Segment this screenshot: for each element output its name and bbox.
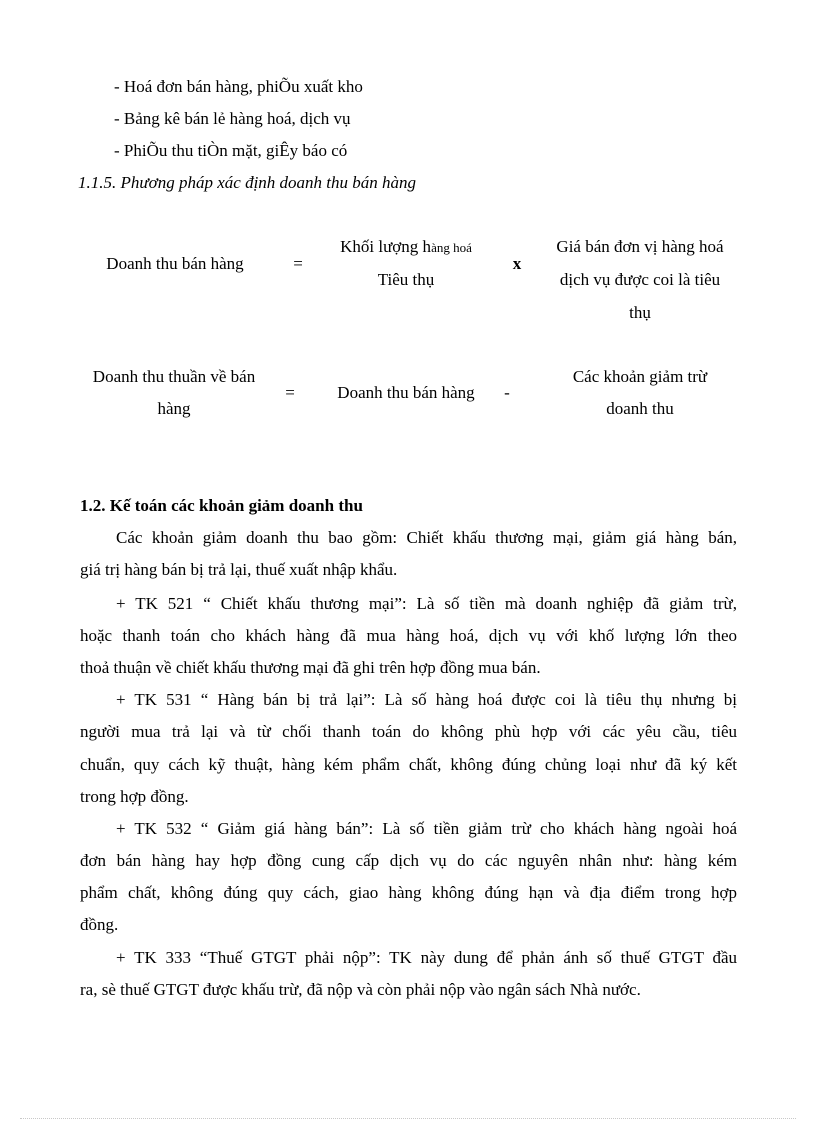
formula2-equals: =	[285, 383, 295, 402]
formula1-price-line2: dịch vụ được coi là tiêu	[559, 270, 721, 289]
formula1-quantity-main: Khối lượng h	[340, 237, 432, 256]
bullet-receipt: - PhiÕu thu tiÒn mặt, giÊy báo có	[114, 141, 348, 160]
formula2-rhs-line2: doanh thu	[606, 399, 674, 418]
formula1-price-line3: thụ	[629, 303, 651, 322]
bullet-retail-list: - Bảng kê bán lẻ hàng hoá, dịch vụ	[114, 109, 351, 128]
formula1-lhs: Doanh thu bán hàng	[106, 254, 244, 273]
formula2-rhs-line1: Các khoản giảm trừ	[572, 367, 708, 386]
formula2-middle: Doanh thu bán hàng	[337, 383, 475, 402]
paragraph-line: + TK 532 “ Giảm giá hàng bán”: Là số tiền giảm trừ cho khách hàng ngoài hoá	[116, 819, 737, 838]
paragraph-line: Các khoản giảm doanh thu bao gồm: Chiết khấu thương mại, giảm giá hàng bán,	[116, 528, 737, 547]
paragraph-line: + TK 333 “Thuế GTGT phải nộp”: TK này dung để phản ánh số thuế GTGT đầu	[116, 948, 737, 967]
formula2-lhs-line1: Doanh thu thuần về bán	[92, 367, 256, 386]
paragraph-line: giá trị hàng bán bị trả lại, thuế xuất nhập khẩu.	[80, 560, 398, 579]
formula2-minus: -	[504, 383, 510, 402]
paragraph-line: + TK 531 “ Hàng bán bị trả lại”: Là số hàng hoá được coi là tiêu thụ nhưng bị	[116, 690, 737, 709]
paragraph-line: ra, sè thuế GTGT được khấu trừ, đã nộp và còn phải nộp vào ngân sách Nhà nước.	[80, 980, 641, 999]
formula1-quantity-small: àng hoá	[431, 240, 472, 255]
paragraph-line: đơn bán hàng hay hợp đồng cung cấp dịch vụ do các nguyên nhân như: hàng kém	[80, 851, 737, 870]
formula1-quantity-line2: Tiêu thụ	[377, 270, 435, 289]
paragraph-line: phẩm chất, không đúng quy cách, giao hàng không đúng hạn và địa điểm trong hợp	[80, 883, 737, 902]
formula1-price-line1: Giá bán đơn vị hàng hoá	[556, 237, 724, 256]
paragraph-line: thoả thuận về chiết khấu thương mại đã ghi trên hợp đồng mua bán.	[80, 658, 541, 677]
paragraph-line: trong hợp đồng.	[80, 787, 189, 806]
paragraph-line: + TK 521 “ Chiết khấu thương mại”: Là số tiền mà doanh nghiệp đã giảm trừ,	[116, 594, 737, 613]
paragraph-line: người mua trả lại và từ chối thanh toán do không phù hợp với các yêu cầu, tiêu	[80, 722, 737, 741]
formula1-multiply: x	[512, 254, 522, 273]
paragraph-line: chuẩn, quy cách kỹ thuật, hàng kém phẩm chất, không đúng chủng loại như đã ký kết	[80, 755, 737, 774]
page-bottom-rule	[20, 1118, 796, 1119]
formula2-lhs-line2: hàng	[157, 399, 191, 418]
bullet-invoice: - Hoá đơn bán hàng, phiÕu xuất kho	[114, 77, 363, 96]
paragraph-line: đồng.	[80, 915, 119, 934]
subsection-title: 1.1.5. Phương pháp xác định doanh thu bán hàng	[78, 173, 417, 192]
formula1-equals: =	[293, 254, 303, 273]
paragraph-line: hoặc thanh toán cho khách hàng đã mua hàng hoá, dịch vụ với khố lượng lớn theo	[80, 626, 737, 645]
section-heading: 1.2. Kế toán các khoản giảm doanh thu	[80, 496, 363, 515]
formula1-quantity	[318, 231, 494, 264]
